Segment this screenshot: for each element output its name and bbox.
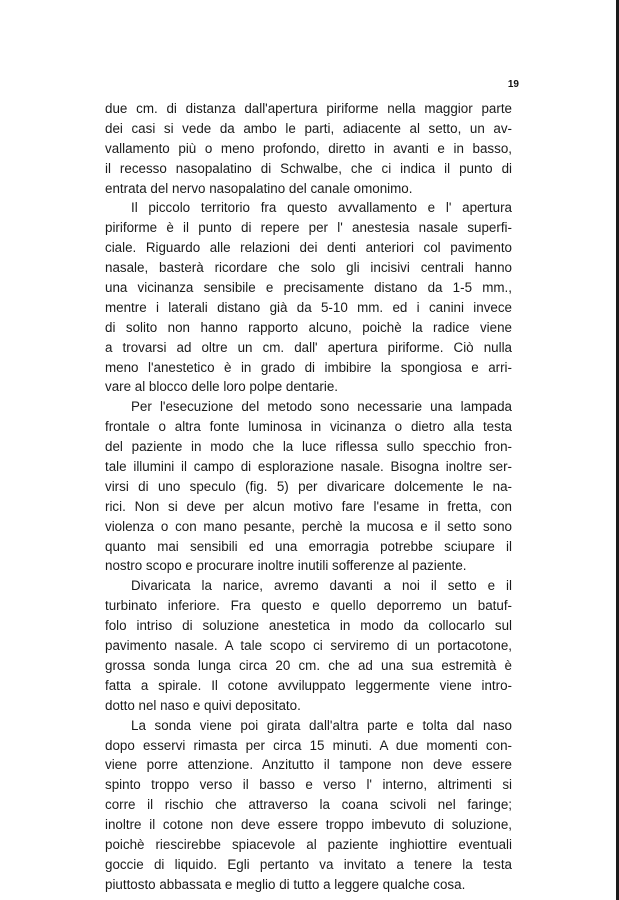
text-line: dopo esservi rimasta per circa 15 minuti. A due momenti con- xyxy=(105,737,512,753)
text-line: dotto nel naso e quivi depositato. xyxy=(105,697,301,713)
text-line: nostro scopo e procurare inoltre inutili sofferenze al paziente. xyxy=(105,558,467,574)
text-line: virsi di uno speculo (fig. 5) per divaricare dolcemente le na- xyxy=(105,478,512,494)
text-line: il recesso nasopalatino di Schwalbe, che ci indica il punto di xyxy=(105,160,512,176)
text-line: del paziente in modo che la luce riflessa sullo specchio fron- xyxy=(105,439,512,455)
text-line: fatta a spirale. Il cotone avviluppato leggermente viene intro- xyxy=(105,677,512,693)
body-text xyxy=(105,99,512,895)
text-line: Divaricata la narice, avremo davanti a noi il setto e il xyxy=(131,578,512,594)
text-line: Il piccolo territorio fra questo avvallamento e l' apertura xyxy=(131,200,512,216)
text-line: entrata del nervo nasopalatino del canale omonimo. xyxy=(105,180,413,196)
text-line: nasale, basterà ricordare che solo gli incisivi centrali hanno xyxy=(105,260,512,276)
text-line: una vicinanza sensibile e precisamente distano da 1-5 mm., xyxy=(105,280,512,296)
text-line: grossa sonda lunga circa 20 cm. che ad una sua estremità è xyxy=(105,657,512,673)
text-line: Per l'esecuzione del metodo sono necessarie una lampada xyxy=(131,399,512,415)
paragraph xyxy=(105,716,512,895)
text-line: La sonda viene poi girata dall'altra parte e tolta dal naso xyxy=(131,717,512,733)
text-line: folo intriso di soluzione anestetica in modo da collocarlo sul xyxy=(105,618,512,634)
text-line: vare al blocco delle loro polpe dentarie. xyxy=(105,379,338,395)
text-line: viene porre attenzione. Anzitutto il tampone non deve essere xyxy=(105,757,512,773)
text-line: frontale o altra fonte luminosa in vicinanza o dietro alla testa xyxy=(105,419,512,435)
paragraph xyxy=(105,198,512,397)
text-line: goccie di liquido. Egli pertanto va invitato a tenere la testa xyxy=(105,856,512,872)
paragraph xyxy=(105,397,512,576)
text-line: poichè riescirebbe spiacevole al paziente inghiottire eventuali xyxy=(105,836,512,852)
text-line: corre il rischio che attraverso la coana scivoli nel faringe; xyxy=(105,797,512,813)
text-line: mentre i laterali distano già da 5-10 mm. ed i canini invece xyxy=(105,299,512,315)
text-line: ciale. Riguardo alle relazioni dei denti anteriori col pavimento xyxy=(105,240,512,256)
text-line: pavimento nasale. A tale scopo ci serviremo di un portacotone, xyxy=(105,638,512,654)
text-line: quanto mai sensibili ed una emorragia potrebbe sciupare il xyxy=(105,538,512,554)
text-line: a trovarsi ad oltre un cm. dall' apertura piriforme. Ciò nulla xyxy=(105,339,512,355)
text-line: spinto troppo verso il basso e verso l' interno, altrimenti si xyxy=(105,777,512,793)
text-line: piuttosto abbassata e meglio di tutto a leggere qualche cosa. xyxy=(105,876,466,892)
text-line: inoltre il cotone non deve essere troppo imbevuto di soluzione, xyxy=(105,817,512,833)
paragraph xyxy=(105,99,512,198)
page-number: 19 xyxy=(507,79,519,90)
text-line: dei casi si vede da ambo le parti, adiacente al setto, un av- xyxy=(105,120,512,136)
text-line: turbinato inferiore. Fra questo e quello deporremo un batuf- xyxy=(105,598,512,614)
text-line: piriforme è il punto di repere per l' anestesia nasale superfi- xyxy=(105,220,512,236)
text-line: vallamento più o meno profondo, diretto in avanti e in basso, xyxy=(105,140,512,156)
text-line: tale illumini il campo di esplorazione nasale. Bisogna inoltre ser- xyxy=(105,459,512,475)
text-line: rici. Non si deve per alcun motivo fare l'esame in fretta, con xyxy=(105,498,512,514)
text-line: di solito non hanno rapporto alcuno, poichè la radice viene xyxy=(105,319,512,335)
paragraph xyxy=(105,576,512,715)
text-line: meno l'anestetico è in grado di imbibire la spongiosa e arri- xyxy=(105,359,512,375)
text-line: violenza o con mano pesante, perchè la mucosa e il setto sono xyxy=(105,518,512,534)
text-line: due cm. di distanza dall'apertura piriforme nella maggior parte xyxy=(105,101,512,116)
